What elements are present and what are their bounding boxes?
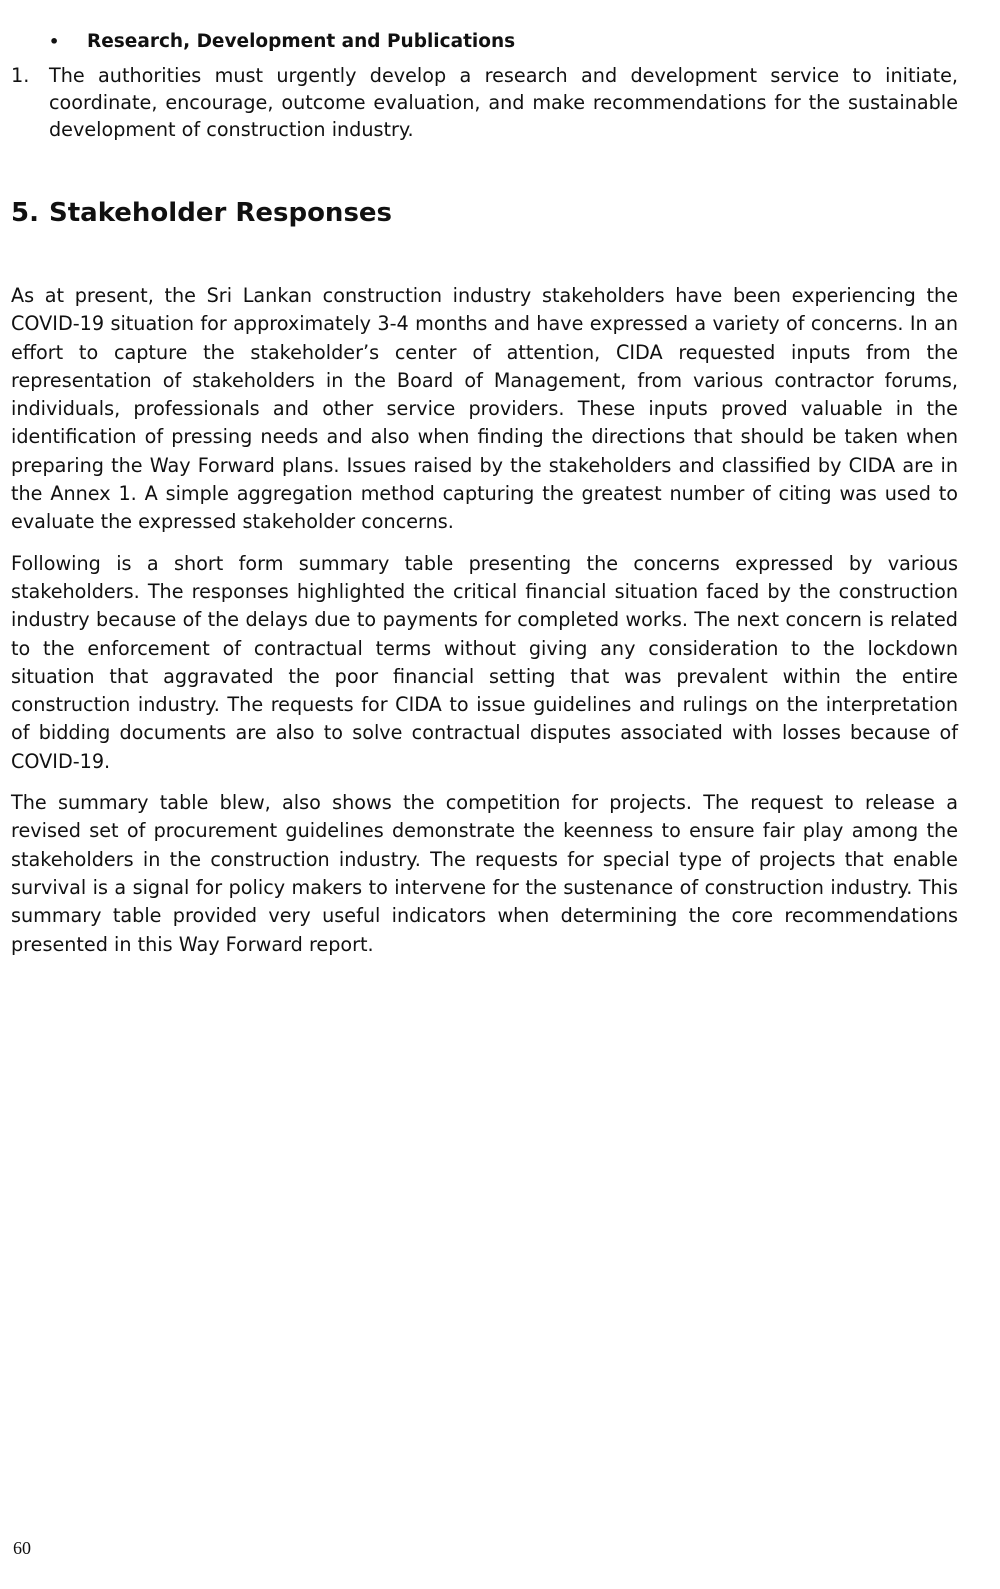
list-item-number: 1. <box>11 64 30 87</box>
bullet-heading-text: Research, Development and Publications <box>87 31 516 52</box>
list-item-text: The authorities must urgently develop a research and development service to initiate, coordinate, encourage, outcome evaluation, and make recommendations for the sustainable development of construction industry. <box>49 64 958 141</box>
numbered-list-item <box>11 62 958 143</box>
bullet-icon: • <box>49 32 60 51</box>
section-title: Stakeholder Responses <box>49 198 393 228</box>
paragraph: The summary table blew, also shows the competition for projects. The request to release a revised set of procurement guidelines demonstrate the keenness to ensure fair play among the stakeholders in the construction industry. The requests for special type of projects that enable survival is a signal for policy makers to intervene for the sustenance of construction industry. This summary table provided very useful indicators when determining the core recommendations presented in this Way Forward report. <box>11 791 958 956</box>
paragraph: Following is a short form summary table presenting the concerns expressed by various stakeholders. The responses highlighted the critical financial situation faced by the construction industry because of the delays due to payments for completed works. The next concern is related to the enforcement of contractual terms without giving any consideration to the lockdown situation that aggravated the poor financial setting that was prevalent within the entire construction industry. The requests for CIDA to issue guidelines and rulings on the interpretation of bidding documents are also to solve contractual disputes associated with losses because of COVID-19. <box>11 551 958 773</box>
section-heading <box>11 196 958 230</box>
bullet-heading <box>49 28 958 56</box>
document-page <box>11 28 958 959</box>
section-number: 5. <box>11 198 39 228</box>
page-number: 60 <box>13 1538 31 1558</box>
paragraph: As at present, the Sri Lankan construction industry stakeholders have been experiencing the COVID-19 situation for approximately 3-4 months and have expressed a variety of concerns. In an effort to capture the stakeholder’s center of attention, CIDA requested inputs from the representation of stakeholders in the Board of Management, from various contractor forums, individuals, professionals and other service providers. These inputs proved valuable in the identification of pressing needs and also when finding the directions that should be taken when preparing the Way Forward plans. Issues raised by the stakeholders and classified by CIDA are in the Annex 1. A simple aggregation method capturing the greatest number of citing was used to evaluate the expressed stakeholder concerns. <box>11 284 958 534</box>
